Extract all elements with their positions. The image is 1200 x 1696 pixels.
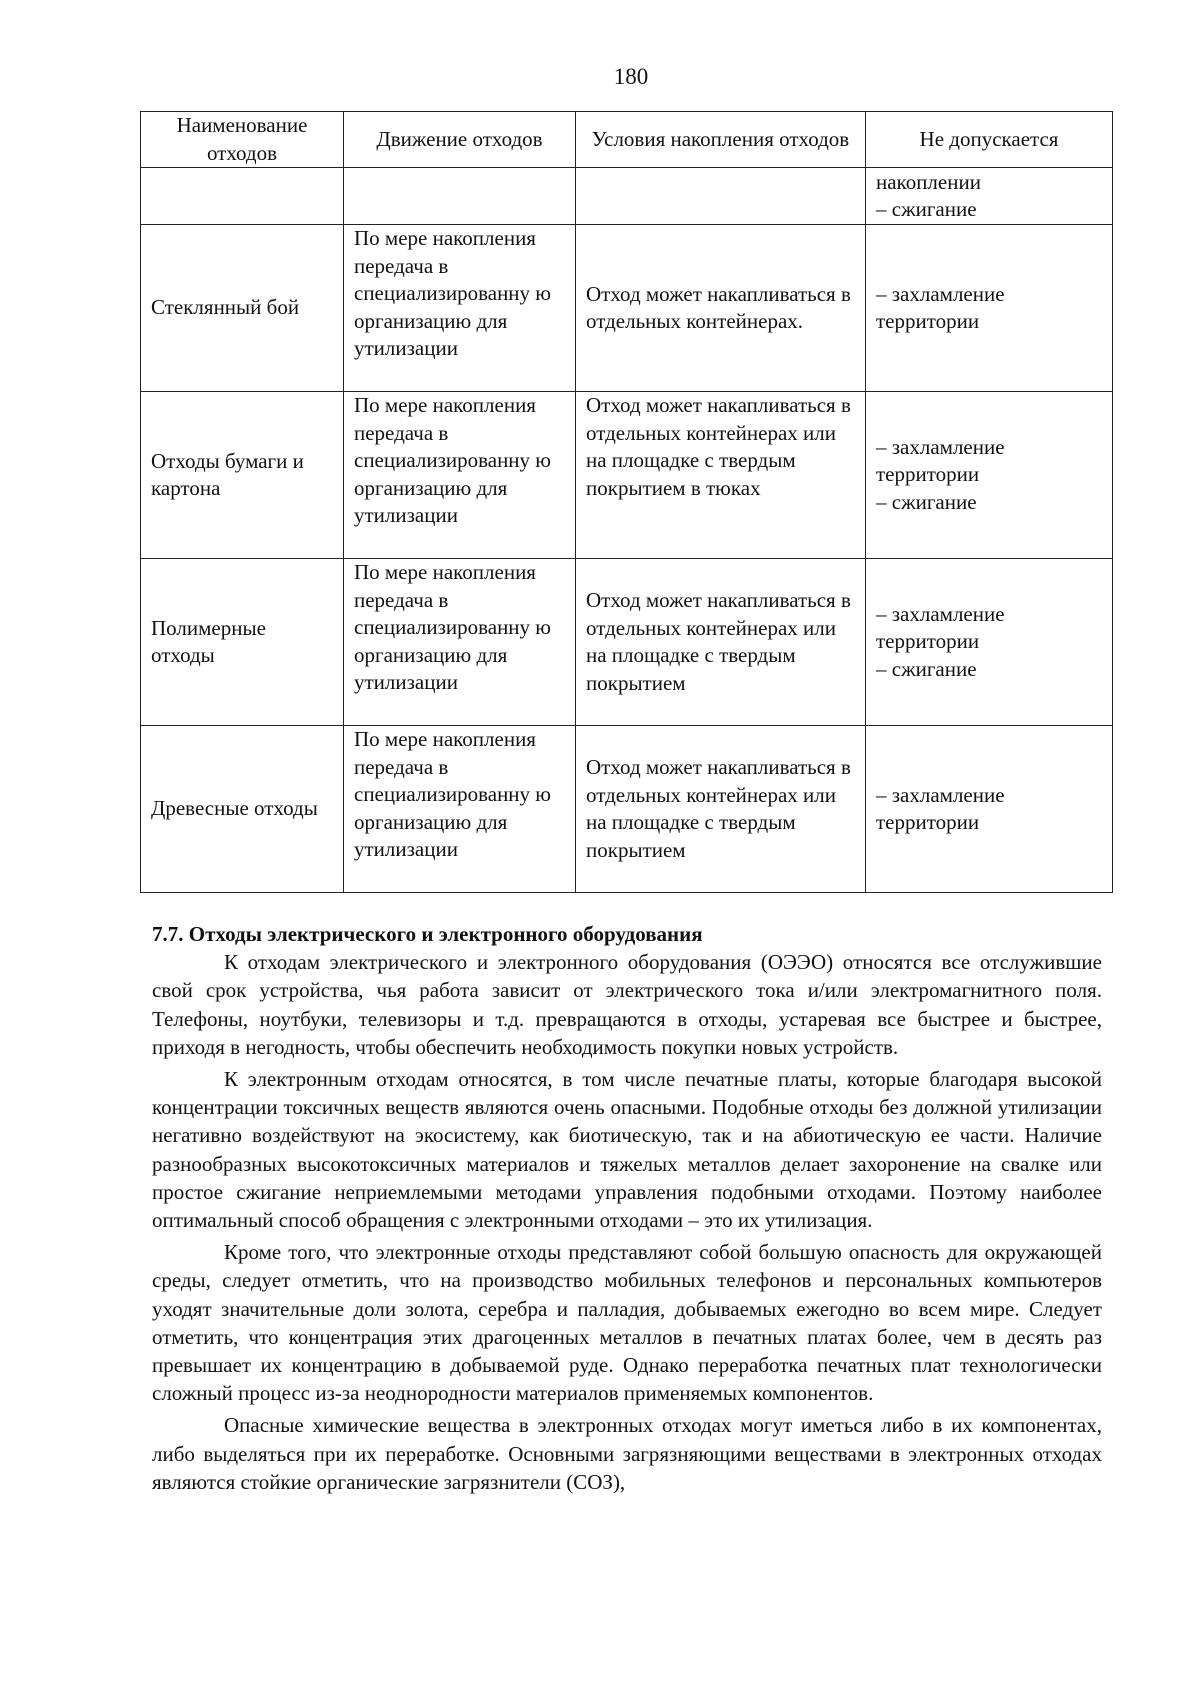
paragraph: Опасные химические вещества в электронных отходах могут иметься либо в их компонентах, либо выделяться при их переработке. Основными загрязняющими веществами в электронных отходах являются стойкие органические загрязнители (СОЗ),: [152, 1413, 1102, 1494]
table-row-continuation: [141, 168, 1113, 225]
header-waste-name: Наименование отходов: [141, 112, 344, 168]
table-cell: – захламление территории: [866, 726, 1113, 893]
table-cell: По мере накопления передача в специализированну ю организацию для утилизации: [344, 392, 576, 559]
table-cell: Отход может накапливаться в отдельных контейнерах или на площадке с твердым покрытием: [576, 726, 866, 893]
table-cell: По мере накопления передача в специализированну ю организацию для утилизации: [344, 225, 576, 392]
table-cell: – захламление территории: [866, 225, 1113, 392]
table-cell: Отход может накапливаться в отдельных контейнерах или на площадке с твердым покрытием: [576, 559, 866, 726]
section-heading: 7.7. Отходы электрического и электронного оборудования: [152, 922, 703, 946]
table-row: [141, 559, 1113, 726]
table-cell: – захламление территории – сжигание: [866, 559, 1113, 726]
table-header-row: [141, 112, 1113, 168]
paragraph: Кроме того, что электронные отходы представляют собой большую опасность для окружающей среды, следует отметить, что на производство мобильных телефонов и персональных компьютеров уходят значительные доли золота, серебра и палладия, добываемых ежегодно во всем мире. Следует отметить, что концентрация этих драгоценных металлов в печатных платах более, чем в десять раз превышает их концентрацию в добываемой руде. Однако переработка печатных плат технологически сложный процесс из-за неоднородности материалов применяемых компонентов.: [152, 1240, 1102, 1406]
table-cell: [141, 168, 344, 225]
table-cell: По мере накопления передача в специализированну ю организацию для утилизации: [344, 559, 576, 726]
table-cell: Древесные отходы: [141, 726, 344, 893]
table-cell: [344, 168, 576, 225]
table-cell: По мере накопления передача в специализированну ю организацию для утилизации: [344, 726, 576, 893]
table-cell: Полимерные отходы: [141, 559, 344, 726]
table-cell: – захламление территории – сжигание: [866, 392, 1113, 559]
page-number: 180: [613, 64, 649, 89]
waste-table: [140, 111, 1113, 893]
header-not-allowed: Не допускается: [866, 112, 1113, 168]
section-electronic-waste: [152, 920, 1102, 1496]
table-cell: Отходы бумаги и картона: [141, 392, 344, 559]
table-row: [141, 392, 1113, 559]
table-cell: накоплении – сжигание: [866, 168, 1113, 225]
table-row: [141, 225, 1113, 392]
table-cell: Отход может накапливаться в отдельных контейнерах или на площадке с твердым покрытием в тюках: [576, 392, 866, 559]
paragraph: К отходам электрического и электронного оборудования (ОЭЭО) относятся все отслужившие свой срок устройства, чья работа зависит от электрического тока и/или электромагнитного поля. Телефоны, ноутбуки, телевизоры и т.д. превращаются в отходы, устаревая все быстрее и быстрее, приходя в негодность, чтобы обеспечить необходимость покупки новых устройств.: [152, 950, 1102, 1059]
table-row: [141, 726, 1113, 893]
header-storage-conditions: Условия накопления отходов: [576, 112, 866, 168]
table-cell: Стеклянный бой: [141, 225, 344, 392]
table-cell: Отход может накапливаться в отдельных контейнерах.: [576, 225, 866, 392]
table-cell: [576, 168, 866, 225]
paragraph: К электронным отходам относятся, в том числе печатные платы, которые благодаря высокой концентрации токсичных веществ являются очень опасными. Подобные отходы без должной утилизации негативно воздействуют на экосистему, как биотическую, так и на абиотическую ее части. Наличие разнообразных высокотоксичных материалов и тяжелых металлов делает захоронение на свалке или простое сжигание неприемлемыми методами управления подобными отходами. Поэтому наиболее оптимальный способ обращения с электронными отходами – это их утилизация.: [152, 1067, 1102, 1233]
header-waste-movement: Движение отходов: [344, 112, 576, 168]
